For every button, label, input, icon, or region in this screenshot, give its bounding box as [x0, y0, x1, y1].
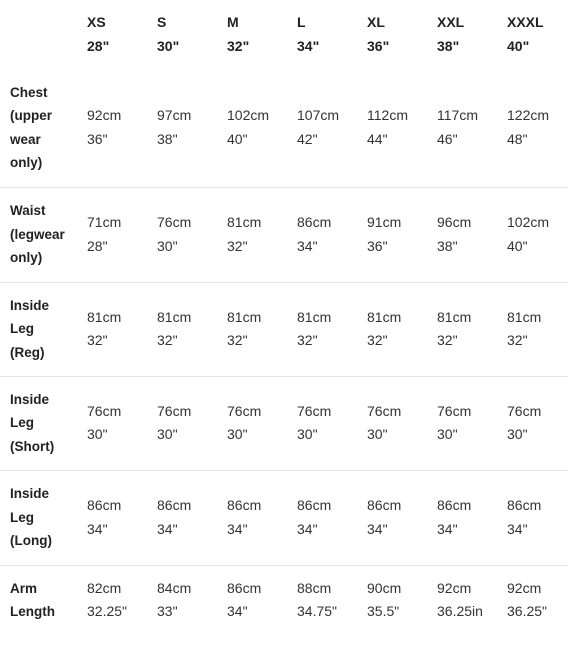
table-row-inside-leg-long — [0, 470, 568, 565]
row-label-line: Chest — [10, 84, 48, 100]
inch-value: 32" — [507, 332, 528, 348]
cm-value: 81cm — [367, 308, 402, 325]
measurement-cell — [147, 187, 217, 282]
table-row-inside-leg-short — [0, 376, 568, 470]
measurement-cell — [217, 376, 287, 470]
inch-value: 30" — [297, 426, 318, 442]
cm-value: 92cm — [437, 579, 472, 596]
size-waist: 28" — [87, 37, 110, 54]
measurement-cell — [497, 187, 568, 282]
measurement-cell — [77, 282, 147, 376]
measurement-cell — [77, 470, 147, 565]
inch-value: 38" — [157, 130, 178, 147]
size-label: XS — [87, 14, 106, 30]
row-label-line: Inside — [10, 486, 50, 502]
inch-value: 34" — [437, 520, 458, 537]
measurement-cell — [287, 565, 357, 635]
inch-value: 32" — [87, 332, 108, 348]
measurement-cell — [427, 376, 497, 470]
inch-value: 33" — [157, 603, 178, 620]
table-row-arm-length — [0, 565, 568, 635]
row-label-line: Leg — [10, 321, 35, 337]
cm-value: 76cm — [227, 402, 262, 419]
size-header-xs — [77, 0, 147, 69]
measurement-cell — [497, 69, 568, 187]
cm-value: 86cm — [297, 214, 332, 230]
inch-value: 34" — [507, 520, 528, 537]
cm-value: 76cm — [87, 402, 122, 419]
cm-value: 81cm — [297, 308, 332, 325]
measurement-cell — [357, 565, 427, 635]
cm-value: 91cm — [367, 214, 402, 230]
row-label-line: (Reg) — [10, 344, 45, 360]
inch-value: 48" — [507, 130, 528, 147]
cm-value: 82cm — [87, 579, 122, 596]
measurement-cell — [217, 187, 287, 282]
cm-value: 76cm — [367, 402, 402, 419]
inch-value: 32.25" — [87, 603, 128, 620]
size-header-xxxl — [497, 0, 568, 69]
cm-value: 86cm — [87, 497, 122, 513]
row-label-waist — [0, 187, 77, 282]
size-waist: 40" — [507, 37, 530, 54]
corner-cell — [0, 0, 77, 69]
cm-value: 86cm — [297, 497, 332, 513]
measurement-cell — [427, 565, 497, 635]
cm-value: 117cm — [437, 107, 478, 124]
row-label-line: (legwear — [10, 226, 65, 242]
measurement-cell — [427, 470, 497, 565]
measurement-cell — [357, 69, 427, 187]
cm-value: 86cm — [227, 579, 262, 596]
inch-value: 34" — [367, 520, 388, 537]
inch-value: 36" — [367, 237, 388, 254]
measurement-cell — [427, 187, 497, 282]
inch-value: 34" — [157, 520, 178, 537]
measurement-cell — [357, 470, 427, 565]
cm-value: 81cm — [157, 308, 192, 325]
inch-value: 30" — [437, 426, 458, 442]
measurement-cell — [147, 470, 217, 565]
cm-value: 76cm — [157, 402, 192, 419]
row-label-inside-leg-long — [0, 470, 77, 565]
inch-value: 30" — [367, 426, 388, 442]
row-label-line: only) — [10, 155, 43, 171]
size-label: M — [227, 14, 239, 30]
cm-value: 81cm — [227, 214, 262, 230]
inch-value: 32" — [227, 332, 248, 348]
cm-value: 81cm — [87, 308, 122, 325]
inch-value: 28" — [87, 237, 108, 254]
inch-value: 30" — [507, 426, 528, 442]
size-waist: 32" — [227, 37, 250, 54]
inch-value: 32" — [367, 332, 388, 348]
size-header-xxl — [427, 0, 497, 69]
row-label-inside-leg-reg — [0, 282, 77, 376]
row-label-line: Leg — [10, 509, 35, 525]
measurement-cell — [287, 470, 357, 565]
measurement-cell — [77, 69, 147, 187]
inch-value: 38" — [437, 237, 458, 254]
cm-value: 107cm — [297, 107, 340, 124]
cm-value: 112cm — [367, 107, 408, 124]
cm-value: 76cm — [507, 402, 542, 419]
inch-value: 40" — [227, 130, 248, 147]
measurement-cell — [497, 470, 568, 565]
inch-value: 30" — [87, 426, 108, 442]
measurement-cell — [217, 565, 287, 635]
cm-value: 90cm — [367, 579, 402, 596]
row-label-line: (upper — [10, 108, 52, 124]
measurement-cell — [357, 187, 427, 282]
row-label-line: wear — [10, 131, 41, 147]
measurement-cell — [287, 187, 357, 282]
row-label-arm-length — [0, 565, 77, 635]
row-label-line: Inside — [10, 391, 50, 407]
measurement-cell — [287, 376, 357, 470]
inch-value: 34" — [297, 237, 318, 254]
inch-value: 30" — [227, 426, 248, 442]
inch-value: 34" — [87, 520, 108, 537]
inch-value: 30" — [157, 426, 178, 442]
size-label: XL — [367, 14, 385, 30]
measurement-cell — [497, 565, 568, 635]
measurement-cell — [147, 69, 217, 187]
measurement-cell — [287, 69, 357, 187]
measurement-cell — [427, 69, 497, 187]
measurement-cell — [357, 282, 427, 376]
row-label-inside-leg-short — [0, 376, 77, 470]
table-row-waist — [0, 187, 568, 282]
measurement-cell — [427, 282, 497, 376]
cm-value: 86cm — [437, 497, 472, 513]
cm-value: 86cm — [227, 497, 262, 513]
measurement-cell — [217, 69, 287, 187]
cm-value: 81cm — [227, 308, 262, 325]
cm-value: 76cm — [157, 214, 192, 230]
inch-value: 30" — [157, 237, 178, 254]
cm-value: 86cm — [367, 497, 402, 513]
inch-value: 40" — [507, 237, 528, 254]
cm-value: 102cm — [227, 107, 270, 124]
inch-value: 32" — [297, 332, 318, 348]
size-waist: 38" — [437, 37, 460, 54]
cm-value: 86cm — [507, 497, 542, 513]
inch-value: 34.75" — [297, 603, 338, 620]
inch-value: 35.5" — [367, 603, 400, 620]
measurement-cell — [77, 565, 147, 635]
measurement-cell — [217, 282, 287, 376]
inch-value: 32" — [437, 332, 458, 348]
size-waist: 30" — [157, 37, 180, 54]
size-header-s — [147, 0, 217, 69]
row-label-line: (Short) — [10, 438, 55, 454]
inch-value: 32" — [157, 332, 178, 348]
cm-value: 86cm — [157, 497, 192, 513]
cm-value: 81cm — [437, 308, 472, 325]
measurement-cell — [77, 376, 147, 470]
inch-value: 34" — [227, 520, 248, 537]
cm-value: 92cm — [87, 107, 122, 124]
table-row-inside-leg-reg — [0, 282, 568, 376]
inch-value: 36.25" — [507, 603, 548, 620]
cm-value: 81cm — [507, 308, 542, 325]
measurement-cell — [287, 282, 357, 376]
row-label-chest — [0, 69, 77, 187]
inch-value: 36.25in — [437, 603, 483, 620]
size-label: S — [157, 14, 167, 30]
size-header-m — [217, 0, 287, 69]
measurement-cell — [217, 470, 287, 565]
cm-value: 92cm — [507, 579, 542, 596]
inch-value: 42" — [297, 130, 318, 147]
cm-value: 88cm — [297, 579, 332, 596]
size-header-xl — [357, 0, 427, 69]
row-label-line: Inside — [10, 297, 50, 313]
row-label-line: Leg — [10, 415, 35, 431]
cm-value: 96cm — [437, 214, 472, 230]
measurement-cell — [497, 282, 568, 376]
row-label-line: Waist — [10, 203, 46, 219]
size-waist: 34" — [297, 37, 320, 54]
cm-value: 97cm — [157, 107, 192, 124]
measurement-cell — [147, 376, 217, 470]
row-label-line: only) — [10, 250, 43, 266]
cm-value: 76cm — [297, 402, 332, 419]
measurement-cell — [147, 565, 217, 635]
row-label-line: (Long) — [10, 533, 52, 549]
inch-value: 34" — [227, 603, 248, 620]
size-label: XXL — [437, 14, 465, 30]
cm-value: 71cm — [87, 214, 122, 230]
cm-value: 102cm — [507, 214, 550, 230]
inch-value: 44" — [367, 130, 388, 147]
inch-value: 36" — [87, 130, 108, 147]
measurement-cell — [497, 376, 568, 470]
measurement-cell — [147, 282, 217, 376]
table-row-chest — [0, 69, 568, 187]
size-label: L — [297, 14, 306, 30]
measurement-cell — [77, 187, 147, 282]
size-waist: 36" — [367, 37, 390, 54]
cm-value: 122cm — [507, 107, 550, 124]
size-label: XXXL — [507, 14, 544, 30]
size-header-row — [0, 0, 568, 69]
inch-value: 34" — [297, 520, 318, 537]
cm-value: 84cm — [157, 579, 192, 596]
measurement-cell — [357, 376, 427, 470]
inch-value: 32" — [227, 237, 248, 254]
row-label-line: Arm — [10, 580, 38, 596]
cm-value: 76cm — [437, 402, 472, 419]
size-header-l — [287, 0, 357, 69]
inch-value: 46" — [437, 130, 458, 147]
row-label-line: Length — [10, 604, 55, 620]
